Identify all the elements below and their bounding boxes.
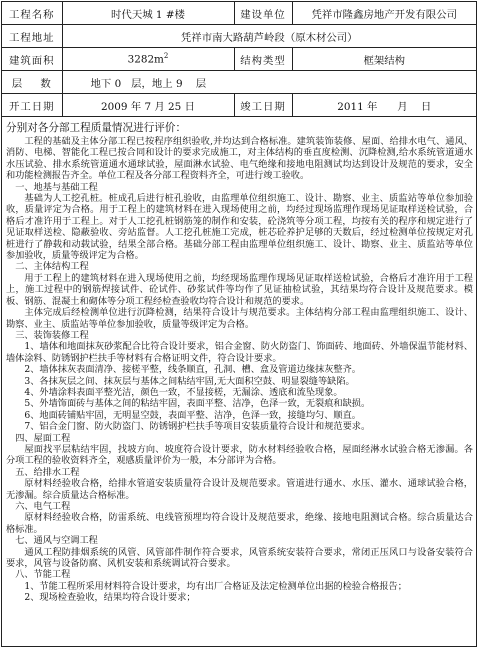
section-2-title: 二、主体结构工程 <box>15 261 89 273</box>
table-row <box>2 2 476 25</box>
section-3-item: 6、地面砖铺贴牢固，无明显空鼓，表面平整、洁净，色泽一致，接缝均匀、顺直。 <box>24 409 361 421</box>
section-3-item: 3、各抹灰层之间、抹灰层与基体之间粘结牢固,无大面积空鼓、明显裂缝等缺陷。 <box>24 375 355 387</box>
section-5-text: 原材料经验收合格，给排水管道安装质量符合设计及规范要求。管道进行通水、水压、灌水、通球试验合格，无渗漏。综合质量达合格标准。 <box>6 478 473 501</box>
section-2-text-2: 主体完成后经检测单位进行沉降检测，结果符合设计与规范要求。主体结构分部工程由监理组织施工、设计、勘察、业主、质监站等单位参加验收，质量等级评定为合格。 <box>6 307 473 330</box>
start-date-value: 2009 年 7 月 25 日 <box>62 94 234 117</box>
section-1-title: 一、地基与基础工程 <box>15 181 98 193</box>
end-date-label: 竣工日期 <box>234 94 292 117</box>
evaluation-content <box>2 117 476 604</box>
section-2-text-1: 用于工程上的建筑材料在进入现场使用之前，均经现场监理作现场见证取样送检试验，合格后才准许用于工程上，施工过程中的钢筋焊接试件、砼试件、砂浆试件等均作了见证抽检试验，其结果均符合设计及规范要求。模板、钢筋、混凝土和砌体等分项工程经检查验收均符合设计和规范的要求。 <box>6 272 473 307</box>
structure-value: 框架结构 <box>292 48 476 71</box>
section-3-title: 三、装饰装修工程 <box>15 329 89 341</box>
project-name-label: 工程名称 <box>2 2 62 25</box>
section-3-item: 5、外墙饰面砖与基体之间的粘结牢固，表面平整、洁净，色泽一致，无裂痕和缺损。 <box>24 398 371 410</box>
evaluation-sheet <box>1 1 477 647</box>
section-8-item: 2、现场检查验收，结果均符合设计要求； <box>24 592 196 604</box>
floors-value: 地下 0 层，地上 9 层 <box>62 71 476 94</box>
section-3-item: 4、外墙涂料表面平整光洁，颜色一致，不显接槎，无漏涂、透底和流坠现象。 <box>24 386 343 398</box>
section-6-text: 原材料经验收合格，防雷系统、电线管预埋均符合设计及规范要求，绝缘、接地电阻测试合格。综合质量达合格标准。 <box>6 512 473 535</box>
section-4-title: 四、屋面工程 <box>15 432 71 444</box>
section-7-text: 通风工程防排烟系统的风管、风管部件制作符合要求，风管系统安装符合要求，常闭正压风口与设备安装符合要求，风管与设备防腐、风机安装和系统调试符合要求。 <box>6 546 473 570</box>
project-name-value: 时代天城 1 #楼 <box>62 2 234 25</box>
area-value-cell <box>62 48 234 71</box>
builder-value: 凭祥市隆鑫房地产开发有限公司 <box>292 2 476 25</box>
table-row <box>2 48 476 71</box>
section-3-item: 7、铝合金门窗、防火防盗门、防锈钢护栏扶手等项目安装质量符合设计和规范要求。 <box>24 421 371 433</box>
end-date-value: 2011 年 月 日 <box>292 94 476 117</box>
project-info-table <box>2 2 476 117</box>
section-8-title: 八、节能工程 <box>15 569 71 581</box>
table-row <box>2 25 476 48</box>
area-label: 建筑面积 <box>2 48 62 71</box>
section-4-text: 屋面找平层粘结牢固，找坡方向、坡度符合设计要求，防水材料经验收合格，屋面经淋水试验合格无渗漏。各分项工程的验收资料齐全，观感质量评价为一般，本分部评为合格。 <box>6 443 473 467</box>
section-8-item: 1、节能工程所采用材料符合设计要求，均有出厂合格证及法定检测单位出据的检验合格报告； <box>24 580 407 592</box>
section-5-title: 五、给排水工程 <box>15 466 80 478</box>
structure-label: 结构类型 <box>234 48 292 71</box>
section-6-title: 六、电气工程 <box>15 501 71 512</box>
area-unit-superscript: 2 <box>163 52 169 61</box>
section-7-title: 七、通风与空调工程 <box>15 535 98 547</box>
table-row <box>2 94 476 117</box>
builder-label: 建设单位 <box>234 2 292 25</box>
address-label: 工程地址 <box>2 25 62 48</box>
address-value: 凭祥市南大路葫芦岭段（原木材公司） <box>62 25 476 48</box>
floors-label: 层 数 <box>2 71 62 94</box>
intro-paragraph: 工程的基础及主体分部工程已按程序组织验收,并均达到合格标准。建筑装饰装修、屋面、给排水电气、通风、消防、电梯、智能化工程已按合同和设计的要求完成施工，对主体结构的垂直度检测、沉降检测,给水系统管道通水水压试验、排水系统管道通水通球试验，屋面淋水试验、电气绝缘和接地电阻测试均达到设计及规范的要求，安全和功能检测报告齐全。单位工程及各分部工程资料齐全，可进行竣工验收。 <box>6 136 473 182</box>
section-3-item: 1、墙体和地面抹灰砂浆配合比符合设计要求，铝合金窗、防火防盗门、饰面砖、地面砖、外墙保温节能材料、墙体涂料、防锈钢护栏扶手等材料有合格证明文件，符合设计要求。 <box>6 341 473 364</box>
start-date-label: 开工日期 <box>2 94 62 117</box>
area-value: 3282m <box>127 53 164 66</box>
table-row <box>2 71 476 94</box>
evaluation-heading: 分别对各分部工程质量情况进行评价： <box>6 122 187 134</box>
section-1-text: 基础为人工挖孔桩。桩成孔后进行桩孔验收，由监理单位组织施工、设计、勘察、业主、质监站等单位参加验收，质量评定为合格。用于工程上的建筑材料在进入现场使用之前，均经过现场监理作现场见证取样送检试验，合格后才准许用于工程上。对于人工挖孔桩钢筋笼的制作和安装，砼浇筑等分项工程，均按有关的程序和规定进行了见证取样送检、隐蔽验收、旁站监督。人工挖孔桩施工完成，桩芯砼养护足够的天数后，经过检测单位按规定对孔桩进行了静载和动载试验，结果全部合格。基础分部工程由监理单位组织施工、设计、勘察、业主、质监站等单位参加验收，质量等级评定为合格。 <box>6 193 473 262</box>
section-3-item: 2、墙体抹灰表面清净、接槎平整，线条顺直，孔洞、槽、盒及管道边缘抹灰整齐。 <box>24 364 361 376</box>
